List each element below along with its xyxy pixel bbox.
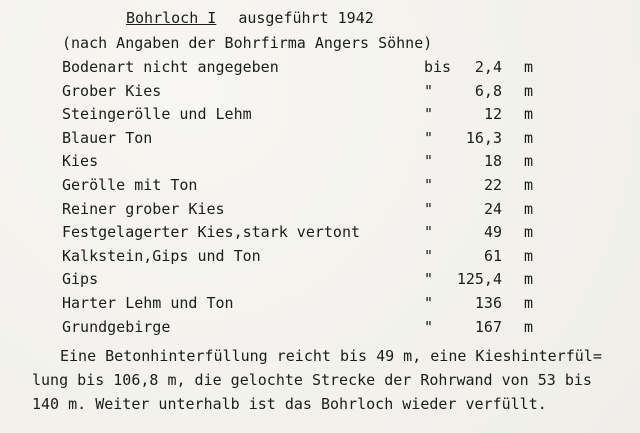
document-title: Bohrloch I bbox=[126, 9, 217, 27]
layer-depth: 6,8 bbox=[474, 81, 502, 100]
layer-depth: 167 bbox=[474, 317, 502, 336]
layer-row bbox=[0, 268, 640, 292]
layer-material: Reiner grober Kies bbox=[62, 199, 225, 218]
layer-unit: m bbox=[524, 58, 534, 76]
layer-unit: m bbox=[524, 175, 534, 194]
layer-row bbox=[0, 56, 640, 80]
layer-material: Bodenart nicht angegeben bbox=[62, 58, 279, 76]
layer-prefix: " bbox=[424, 293, 434, 312]
layer-row bbox=[0, 292, 640, 316]
layer-depth: 136 bbox=[474, 293, 502, 312]
document-header bbox=[126, 9, 374, 27]
layer-row bbox=[0, 245, 640, 269]
note-line: Eine Betonhinterfüllung reicht bis 49 m, eine Kieshinterfül= bbox=[60, 347, 602, 365]
layer-material: Blauer Ton bbox=[62, 128, 153, 147]
note-paragraph bbox=[32, 344, 630, 416]
note-line: lung bis 106,8 m, die gelochte Strecke der Rohrwand von 53 bis bbox=[32, 371, 592, 389]
layer-unit: m bbox=[524, 270, 534, 289]
layer-unit: m bbox=[524, 223, 534, 242]
layer-unit: m bbox=[524, 81, 534, 100]
document-date: ausgeführt 1942 bbox=[238, 9, 374, 27]
layer-depth: 125,4 bbox=[456, 270, 502, 289]
layer-prefix: " bbox=[424, 175, 434, 194]
layer-unit: m bbox=[524, 199, 534, 218]
layer-unit: m bbox=[524, 105, 534, 124]
layer-prefix: " bbox=[424, 223, 434, 242]
layer-unit: m bbox=[524, 317, 534, 336]
layer-prefix: " bbox=[424, 270, 434, 289]
layer-depth: 22 bbox=[483, 175, 502, 194]
layer-row bbox=[0, 316, 640, 340]
layer-row bbox=[0, 174, 640, 198]
layer-table bbox=[0, 56, 640, 339]
layer-material: Gips bbox=[62, 270, 99, 289]
layer-row bbox=[0, 198, 640, 222]
layer-material: Kalkstein,Gips und Ton bbox=[62, 246, 261, 265]
layer-material: Grundgebirge bbox=[62, 317, 171, 336]
layer-depth: 61 bbox=[483, 246, 502, 265]
layer-row bbox=[0, 221, 640, 245]
layer-unit: m bbox=[524, 246, 534, 265]
layer-row bbox=[0, 150, 640, 174]
layer-depth: 24 bbox=[483, 199, 502, 218]
layer-material: Grober Kies bbox=[62, 81, 162, 100]
layer-material: Kies bbox=[62, 152, 99, 171]
layer-prefix: " bbox=[424, 199, 434, 218]
layer-unit: m bbox=[524, 128, 534, 147]
layer-prefix: " bbox=[424, 317, 434, 336]
layer-depth: 49 bbox=[483, 223, 502, 242]
layer-row bbox=[0, 127, 640, 151]
layer-prefix: " bbox=[424, 128, 434, 147]
layer-material: Gerölle mit Ton bbox=[62, 175, 198, 194]
layer-depth: 12 bbox=[483, 105, 502, 124]
layer-depth: 16,3 bbox=[465, 128, 502, 147]
layer-prefix: " bbox=[424, 81, 434, 100]
layer-row bbox=[0, 80, 640, 104]
layer-depth: 2,4 bbox=[474, 58, 502, 76]
document-subtitle: (nach Angaben der Bohrfirma Angers Söhne) bbox=[62, 34, 433, 52]
layer-material: Steingerölle und Lehm bbox=[62, 105, 252, 124]
layer-unit: m bbox=[524, 152, 534, 171]
layer-prefix: " bbox=[424, 246, 434, 265]
layer-prefix: " bbox=[424, 152, 434, 171]
note-line: 140 m. Weiter unterhalb ist das Bohrloch wieder verfüllt. bbox=[32, 395, 547, 413]
layer-row bbox=[0, 103, 640, 127]
layer-unit: m bbox=[524, 293, 534, 312]
layer-material: Festgelagerter Kies,stark vertont bbox=[62, 223, 361, 242]
layer-material: Harter Lehm und Ton bbox=[62, 293, 234, 312]
layer-prefix: bis bbox=[424, 58, 452, 76]
layer-depth: 18 bbox=[483, 152, 502, 171]
layer-prefix: " bbox=[424, 105, 434, 124]
